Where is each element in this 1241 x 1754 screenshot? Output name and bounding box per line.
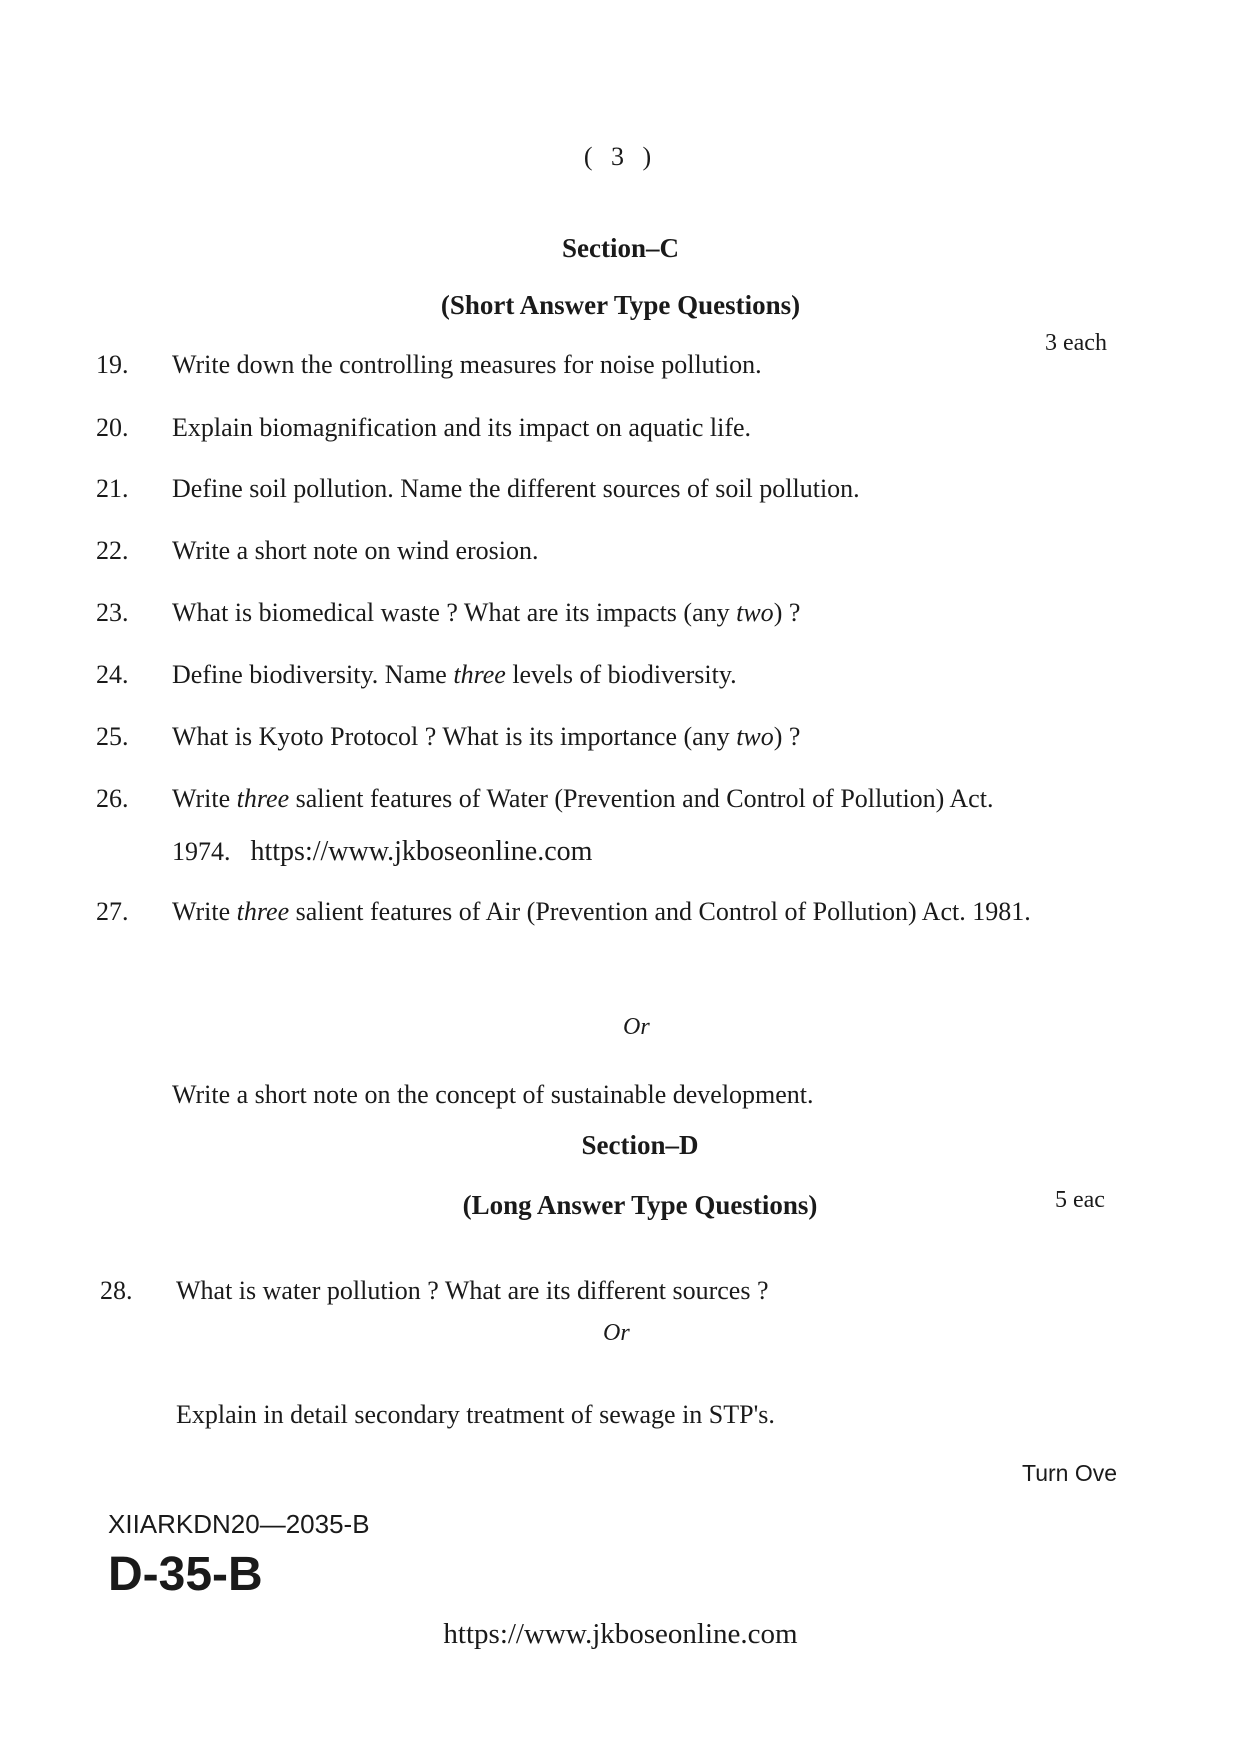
question-number: 28. [100, 1276, 133, 1305]
question-text-part: What is biomedical waste ? What are its impacts (any [172, 598, 737, 627]
question-text [172, 710, 800, 763]
question-text [172, 648, 737, 701]
question-text [172, 885, 1092, 938]
or-label: Or [623, 1014, 650, 1040]
question-number: 26. [96, 784, 129, 813]
question-number: 27. [96, 897, 129, 926]
turn-over-label: Turn Ove [1022, 1460, 1118, 1486]
question-emphasis: two [736, 722, 774, 751]
question-text-part: What is Kyoto Protocol ? What is its importance (any [172, 722, 737, 751]
section-d-title: Section–D [581, 1130, 699, 1160]
question-text: Explain biomagnification and its impact on aquatic life. [172, 413, 752, 442]
question-text: Write down the controlling measures for noise pollution. [172, 350, 762, 379]
alternative-question-text: Explain in detail secondary treatment of sewage in STP's. [176, 1400, 775, 1429]
section-c-title: Section–C [562, 233, 679, 263]
or-label: Or [603, 1320, 630, 1346]
question-text-part: ) ? [773, 722, 801, 751]
set-code: D-35-B [108, 1548, 263, 1601]
question-number: 25. [96, 722, 129, 751]
question-text-part: salient features of Water (Prevention and Control of Pollution) Act. 1974. [172, 784, 994, 866]
question-emphasis: three [453, 660, 506, 689]
question-number: 21. [96, 474, 129, 503]
question-emphasis: three [236, 897, 290, 926]
paper-code: XIIARKDN20—2035-B [108, 1509, 370, 1539]
question-text [172, 586, 800, 639]
question-number: 23. [96, 598, 129, 627]
section-c-subtitle: (Short Answer Type Questions) [440, 290, 801, 320]
question-text-part: Define biodiversity. Name [172, 660, 454, 689]
question-text [172, 772, 1092, 878]
section-d-marks: 5 eac [1055, 1187, 1105, 1213]
question-emphasis: two [736, 598, 774, 627]
question-text: Write a short note on wind erosion. [172, 536, 539, 565]
watermark-url[interactable]: https://www.jkboseonline.com [250, 836, 593, 867]
question-number: 22. [96, 536, 129, 565]
page-number: ( 3 ) [583, 142, 658, 171]
question-emphasis: three [236, 784, 290, 813]
question-text-part: Write [172, 784, 237, 813]
section-c-marks: 3 each [1045, 330, 1107, 356]
question-text-part: ) ? [773, 598, 801, 627]
question-text-part: levels of biodiversity. [505, 660, 737, 689]
question-text-part: Write [172, 897, 237, 926]
footer-url[interactable]: https://www.jkboseonline.com [443, 1618, 798, 1650]
alternative-question-text: Write a short note on the concept of sustainable development. [172, 1080, 814, 1109]
question-text: What is water pollution ? What are its different sources ? [176, 1276, 769, 1305]
question-text: Define soil pollution. Name the different sources of soil pollution. [172, 474, 860, 503]
question-text-part: salient features of Air (Prevention and Control of Pollution) Act. 1981. [289, 897, 1031, 926]
question-number: 24. [96, 660, 129, 689]
question-number: 19. [96, 350, 129, 379]
question-number: 20. [96, 413, 129, 442]
section-d-subtitle: (Long Answer Type Questions) [462, 1190, 818, 1220]
